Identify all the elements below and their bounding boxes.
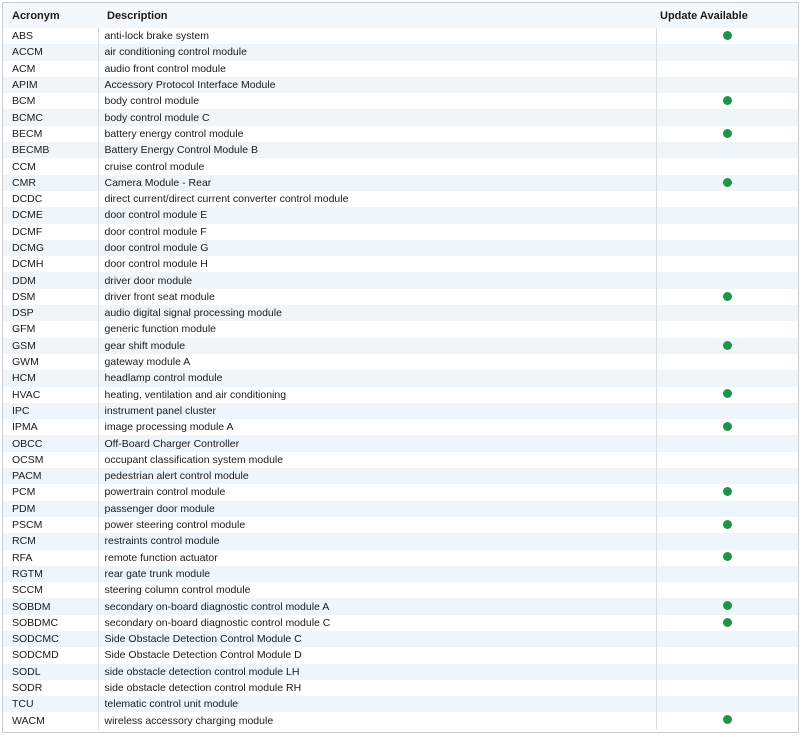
- update-available-dot-icon: [723, 520, 732, 529]
- update-available-cell: [656, 712, 798, 728]
- table-header-row: [3, 3, 798, 28]
- description-cell: pedestrian alert control module: [98, 468, 656, 484]
- acronym-cell: BCMC: [12, 111, 43, 124]
- table-row[interactable]: [3, 435, 798, 451]
- acronym-cell: APIM: [12, 79, 38, 92]
- description-cell: door control module F: [98, 224, 656, 240]
- table-row[interactable]: [3, 370, 798, 386]
- update-available-cell: [656, 191, 798, 207]
- acronym-cell: DDM: [12, 274, 36, 287]
- update-available-cell: [656, 354, 798, 370]
- description-cell: cruise control module: [98, 158, 656, 174]
- acronym-cell: PCM: [12, 486, 36, 499]
- update-available-cell: [656, 615, 798, 631]
- description-cell: wireless accessory charging module: [98, 712, 656, 728]
- update-available-cell: [656, 598, 798, 614]
- description-cell: side obstacle detection control module RH: [98, 680, 656, 696]
- acronym-cell: SODL: [12, 665, 41, 678]
- update-available-dot-icon: [723, 31, 732, 40]
- acronym-cell: RFA: [12, 551, 33, 564]
- acronym-cell: ACCM: [12, 46, 43, 59]
- table-row[interactable]: [3, 109, 798, 125]
- update-available-cell: [656, 207, 798, 223]
- update-available-cell: [656, 631, 798, 647]
- acronym-cell: HVAC: [12, 388, 41, 401]
- acronym-cell: DCDC: [12, 193, 43, 206]
- description-cell: Accessory Protocol Interface Module: [98, 77, 656, 93]
- table-row[interactable]: [3, 403, 798, 419]
- column-header-description[interactable]: Description: [107, 9, 168, 22]
- table-row[interactable]: [3, 61, 798, 77]
- update-available-cell: [656, 664, 798, 680]
- table-row[interactable]: [3, 533, 798, 549]
- update-available-cell: [656, 370, 798, 386]
- acronym-cell: DSP: [12, 307, 34, 320]
- acronym-cell: CCM: [12, 160, 36, 173]
- description-cell: driver front seat module: [98, 289, 656, 305]
- description-cell: Battery Energy Control Module B: [98, 142, 656, 158]
- table-row[interactable]: [3, 468, 798, 484]
- update-available-cell: [656, 61, 798, 77]
- column-header-update-available[interactable]: Update Available: [660, 9, 748, 22]
- description-cell: image processing module A: [98, 419, 656, 435]
- column-header-acronym[interactable]: Acronym: [12, 9, 60, 22]
- table-row[interactable]: [3, 517, 798, 533]
- table-row[interactable]: [3, 272, 798, 288]
- description-cell: occupant classification system module: [98, 452, 656, 468]
- table-row[interactable]: [3, 338, 798, 354]
- update-available-cell: [656, 142, 798, 158]
- table-row[interactable]: [3, 93, 798, 109]
- acronym-cell: DCMF: [12, 225, 43, 238]
- update-available-cell: [656, 338, 798, 354]
- update-available-cell: [656, 387, 798, 403]
- update-available-cell: [656, 289, 798, 305]
- module-table-panel: [2, 2, 799, 733]
- update-available-cell: [656, 175, 798, 191]
- update-available-cell: [656, 647, 798, 663]
- update-available-dot-icon: [723, 552, 732, 561]
- table-row[interactable]: [3, 647, 798, 663]
- update-available-cell: [656, 582, 798, 598]
- description-cell: audio front control module: [98, 61, 656, 77]
- update-available-cell: [656, 533, 798, 549]
- update-available-dot-icon: [723, 389, 732, 398]
- table-row[interactable]: [3, 77, 798, 93]
- acronym-cell: PDM: [12, 502, 36, 515]
- description-cell: side obstacle detection control module LH: [98, 664, 656, 680]
- table-row[interactable]: [3, 175, 798, 191]
- acronym-cell: SOBDM: [12, 600, 51, 613]
- table-row[interactable]: [3, 224, 798, 240]
- acronym-cell: GFM: [12, 323, 36, 336]
- acronym-cell: TCU: [12, 698, 34, 711]
- update-available-cell: [656, 224, 798, 240]
- table-row[interactable]: [3, 484, 798, 500]
- acronym-cell: ACM: [12, 62, 36, 75]
- acronym-cell: BCM: [12, 95, 36, 108]
- update-available-cell: [656, 468, 798, 484]
- description-cell: Off-Board Charger Controller: [98, 435, 656, 451]
- description-cell: headlamp control module: [98, 370, 656, 386]
- acronym-cell: WACM: [12, 714, 45, 727]
- acronym-cell: ABS: [12, 30, 34, 43]
- update-available-cell: [656, 419, 798, 435]
- update-available-dot-icon: [723, 129, 732, 138]
- acronym-cell: IPMA: [12, 421, 38, 434]
- table-row[interactable]: [3, 289, 798, 305]
- table-row[interactable]: [3, 664, 798, 680]
- update-available-cell: [656, 158, 798, 174]
- description-cell: telematic control unit module: [98, 696, 656, 712]
- table-row[interactable]: [3, 566, 798, 582]
- update-available-cell: [656, 484, 798, 500]
- update-available-cell: [656, 321, 798, 337]
- description-cell: door control module H: [98, 256, 656, 272]
- table-row[interactable]: [3, 598, 798, 614]
- description-cell: direct current/direct current converter control module: [98, 191, 656, 207]
- acronym-cell: HCM: [12, 372, 36, 385]
- update-available-dot-icon: [723, 178, 732, 187]
- description-cell: restraints control module: [98, 533, 656, 549]
- update-available-cell: [656, 28, 798, 44]
- description-cell: air conditioning control module: [98, 44, 656, 60]
- description-cell: generic function module: [98, 321, 656, 337]
- update-available-dot-icon: [723, 341, 732, 350]
- update-available-dot-icon: [723, 601, 732, 610]
- update-available-dot-icon: [723, 618, 732, 627]
- acronym-cell: RGTM: [12, 567, 43, 580]
- table-row[interactable]: [3, 158, 798, 174]
- table-row[interactable]: [3, 142, 798, 158]
- acronym-cell: SODR: [12, 682, 43, 695]
- update-available-cell: [656, 566, 798, 582]
- update-available-cell: [656, 403, 798, 419]
- table-row[interactable]: [3, 550, 798, 566]
- update-available-cell: [656, 501, 798, 517]
- description-cell: gear shift module: [98, 338, 656, 354]
- description-cell: body control module: [98, 93, 656, 109]
- table-row[interactable]: [3, 240, 798, 256]
- description-cell: passenger door module: [98, 501, 656, 517]
- description-cell: Side Obstacle Detection Control Module D: [98, 647, 656, 663]
- update-available-cell: [656, 93, 798, 109]
- table-row[interactable]: [3, 387, 798, 403]
- acronym-cell: DCMH: [12, 258, 44, 271]
- table-row[interactable]: [3, 501, 798, 517]
- acronym-cell: IPC: [12, 404, 30, 417]
- update-available-dot-icon: [723, 96, 732, 105]
- acronym-cell: OCSM: [12, 453, 44, 466]
- update-available-cell: [656, 44, 798, 60]
- table-row[interactable]: [3, 582, 798, 598]
- acronym-cell: CMR: [12, 176, 36, 189]
- update-available-cell: [656, 680, 798, 696]
- description-cell: gateway module A: [98, 354, 656, 370]
- table-row[interactable]: [3, 191, 798, 207]
- description-cell: heating, ventilation and air conditioning: [98, 387, 656, 403]
- description-cell: battery energy control module: [98, 126, 656, 142]
- table-row[interactable]: [3, 419, 798, 435]
- table-row[interactable]: [3, 256, 798, 272]
- table-row[interactable]: [3, 452, 798, 468]
- acronym-cell: DSM: [12, 290, 36, 303]
- update-available-dot-icon: [723, 422, 732, 431]
- description-cell: body control module C: [98, 109, 656, 125]
- update-available-cell: [656, 696, 798, 712]
- acronym-cell: PACM: [12, 470, 42, 483]
- description-cell: powertrain control module: [98, 484, 656, 500]
- acronym-cell: SODCMC: [12, 633, 59, 646]
- update-available-cell: [656, 272, 798, 288]
- acronym-cell: BECM: [12, 127, 43, 140]
- acronym-cell: DCMG: [12, 242, 45, 254]
- update-available-cell: [656, 109, 798, 125]
- update-available-dot-icon: [723, 487, 732, 496]
- table-row[interactable]: [3, 615, 798, 631]
- acronym-cell: OBCC: [12, 437, 43, 450]
- table-row[interactable]: [3, 28, 798, 44]
- description-cell: door control module E: [98, 207, 656, 223]
- description-cell: audio digital signal processing module: [98, 305, 656, 321]
- description-cell: instrument panel cluster: [98, 403, 656, 419]
- update-available-cell: [656, 305, 798, 321]
- module-table: [3, 3, 798, 729]
- description-cell: door control module G: [98, 240, 656, 256]
- description-cell: rear gate trunk module: [98, 566, 656, 582]
- acronym-cell: SOBDMC: [12, 616, 59, 629]
- table-row[interactable]: [3, 712, 798, 728]
- acronym-cell: SODCMD: [12, 649, 59, 662]
- update-available-cell: [656, 240, 798, 256]
- update-available-cell: [656, 126, 798, 142]
- acronym-cell: BECMB: [12, 144, 50, 157]
- update-available-cell: [656, 517, 798, 533]
- update-available-cell: [656, 550, 798, 566]
- table-row[interactable]: [3, 321, 798, 337]
- update-available-cell: [656, 435, 798, 451]
- description-cell: remote function actuator: [98, 550, 656, 566]
- update-available-cell: [656, 452, 798, 468]
- table-row[interactable]: [3, 44, 798, 60]
- description-cell: Side Obstacle Detection Control Module C: [98, 631, 656, 647]
- table-row[interactable]: [3, 354, 798, 370]
- acronym-cell: PSCM: [12, 519, 43, 532]
- description-cell: power steering control module: [98, 517, 656, 533]
- acronym-cell: GSM: [12, 339, 36, 352]
- description-cell: anti-lock brake system: [98, 28, 656, 44]
- table-body: [3, 28, 798, 729]
- update-available-cell: [656, 77, 798, 93]
- description-cell: driver door module: [98, 272, 656, 288]
- table-row[interactable]: [3, 631, 798, 647]
- description-cell: secondary on-board diagnostic control module A: [98, 598, 656, 614]
- acronym-cell: SCCM: [12, 584, 43, 597]
- update-available-cell: [656, 256, 798, 272]
- acronym-cell: DCME: [12, 209, 43, 222]
- description-cell: Camera Module - Rear: [98, 175, 656, 191]
- table-row[interactable]: [3, 207, 798, 223]
- description-cell: steering column control module: [98, 582, 656, 598]
- update-available-dot-icon: [723, 715, 732, 724]
- update-available-dot-icon: [723, 292, 732, 301]
- table-row[interactable]: [3, 680, 798, 696]
- acronym-cell: RCM: [12, 535, 36, 548]
- table-row[interactable]: [3, 126, 798, 142]
- description-cell: secondary on-board diagnostic control module C: [98, 615, 656, 631]
- table-row[interactable]: [3, 305, 798, 321]
- acronym-cell: GWM: [12, 356, 39, 369]
- table-row[interactable]: [3, 696, 798, 712]
